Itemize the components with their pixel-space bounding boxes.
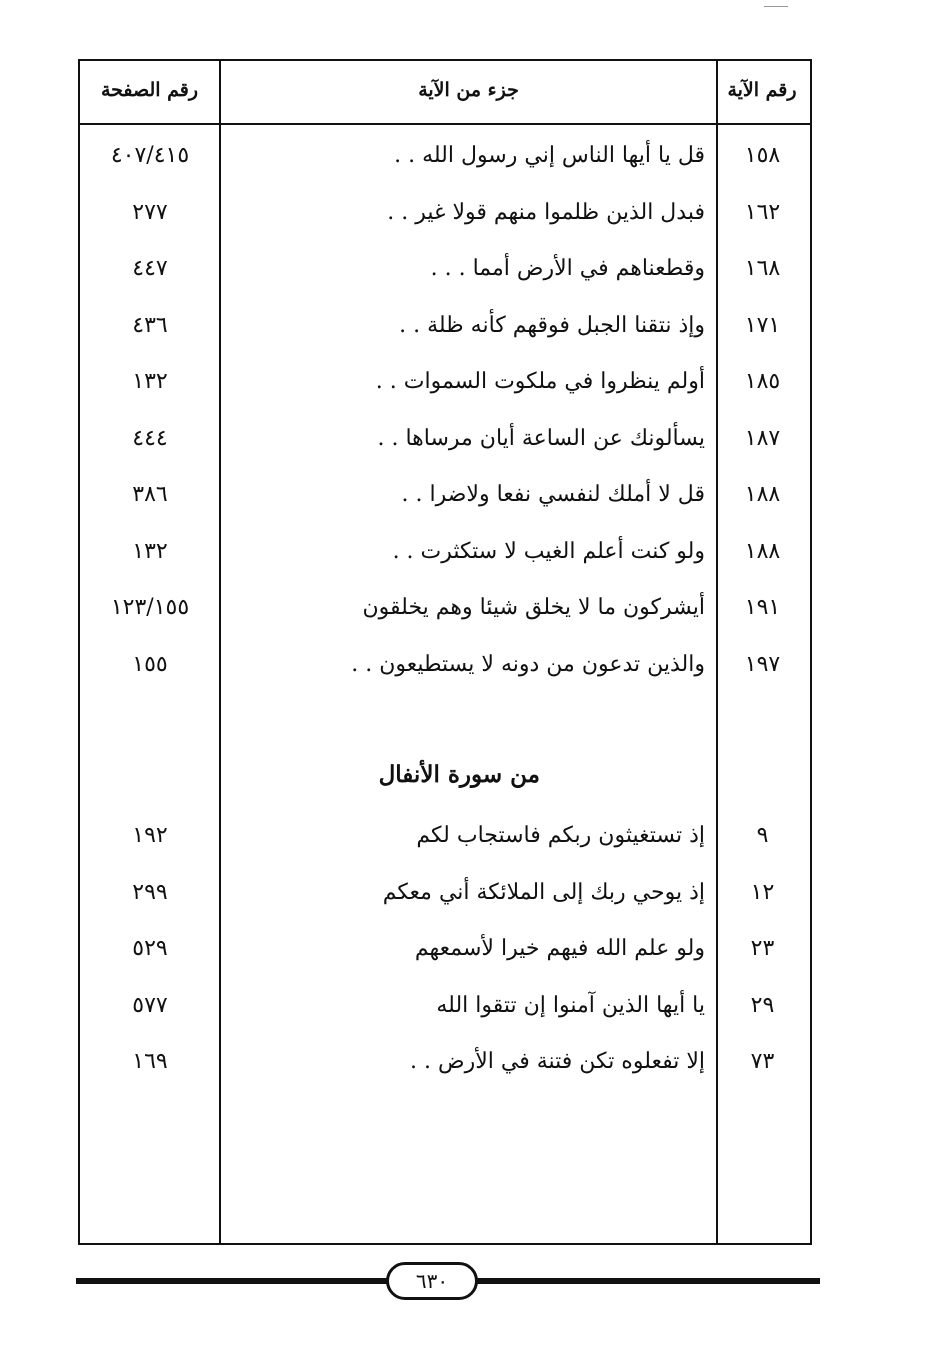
table-row [80,532,810,572]
verse-part-cell: قل لا أملك لنفسي نفعا ولاضرا . . [401,482,705,507]
verse-number-cell: ٧٣ [750,1049,775,1074]
page-number-cell: ١٣٢ [132,538,168,564]
header-divider [80,123,810,125]
verse-number-cell: ١٩٧ [744,651,781,677]
verse-number-cell: ١٦٨ [744,256,781,281]
header-verse-part: جزء من الآية [418,79,519,101]
verse-part-cell: وإذ نتقنا الجبل فوقهم كأنه ظلة . . [399,312,705,338]
page-number-cell: ١٩٢ [132,823,168,848]
table-row [80,929,810,969]
page-number-cell: ١٥٥ [132,651,168,677]
verse-part-cell: فبدل الذين ظلموا منهم قولا غير . . [387,199,705,225]
verse-part-cell: ولو علم الله فيهم خيرا لأسمعهم [414,936,705,961]
table-row [80,816,810,856]
page-number-cell: ١٦٩ [132,1049,168,1074]
page-number-cell: ٢٧٧ [132,199,168,225]
table-row [80,419,810,459]
verse-number-cell: ٢٣ [750,936,775,961]
table-row [80,873,810,913]
page-number-cell: ٤٤٧ [132,256,168,281]
table-row [80,588,810,628]
table-row [80,193,810,233]
verse-number-cell: ١٧١ [744,312,781,338]
header-verse-number: رقم الآية [727,79,797,101]
verse-part-cell: وقطعناهم في الأرض أمما . . . [430,256,705,281]
page-number-cell: ٥٧٧ [132,992,168,1018]
index-table [78,59,812,1245]
page-number-cell: ١٢٣/١٥٥ [110,595,190,620]
verse-number-cell: ١٨٨ [744,538,781,564]
verse-number-cell: ١٨٧ [744,425,781,451]
verse-part-cell: إلا تفعلوه تكن فتنة في الأرض . . [410,1049,705,1074]
scan-mark [764,6,788,7]
verse-part-cell: إذ يوحي ربك إلى الملائكة أني معكم [382,879,705,905]
page-number-badge: ٦٣٠ [386,1262,478,1300]
page-number-cell: ١٣٢ [132,369,168,394]
verse-number-cell: ٢٩ [750,992,775,1018]
verse-number-cell: ٩ [756,823,769,848]
table-row [80,645,810,685]
page-number-cell: ٥٢٩ [132,936,168,961]
page-number-cell: ٤٠٧/٤١٥ [110,143,190,168]
table-row [80,136,810,176]
page-number-cell: ٢٩٩ [132,879,168,905]
verse-part-cell: ولو كنت أعلم الغيب لا ستكثرت . . [392,538,705,564]
verse-number-cell: ١٢ [750,879,775,905]
table-row [80,362,810,402]
verse-part-cell: أيشركون ما لا يخلق شيئا وهم يخلقون [362,595,705,620]
verse-part-cell: والذين تدعون من دونه لا يستطيعون . . [351,651,705,677]
table-row [80,249,810,289]
verse-part-cell: يا أيها الذين آمنوا إن تتقوا الله [436,992,705,1018]
verse-number-cell: ١٩١ [744,595,781,620]
verse-part-cell: إذ تستغيثون ربكم فاستجاب لكم [416,823,705,848]
table-row [80,306,810,346]
page-number-cell: ٤٣٦ [132,312,168,338]
page-number-cell: ٤٤٤ [132,425,168,451]
verse-part-cell: أولم ينظروا في ملكوت السموات . . [375,369,705,394]
section-title: من سورة الأنفال [378,761,540,788]
verse-number-cell: ١٨٥ [744,369,781,394]
verse-number-cell: ١٨٨ [744,482,781,507]
page-number-cell: ٣٨٦ [132,482,168,507]
table-row [80,475,810,515]
header-page-number: رقم الصفحة [100,79,199,101]
verse-part-cell: يسألونك عن الساعة أيان مرساها . . [377,425,705,451]
table-row [80,986,810,1026]
verse-number-cell: ١٦٢ [744,199,781,225]
verse-number-cell: ١٥٨ [744,143,781,168]
table-row [80,1042,810,1082]
verse-part-cell: قل يا أيها الناس إني رسول الله . . [394,143,705,168]
